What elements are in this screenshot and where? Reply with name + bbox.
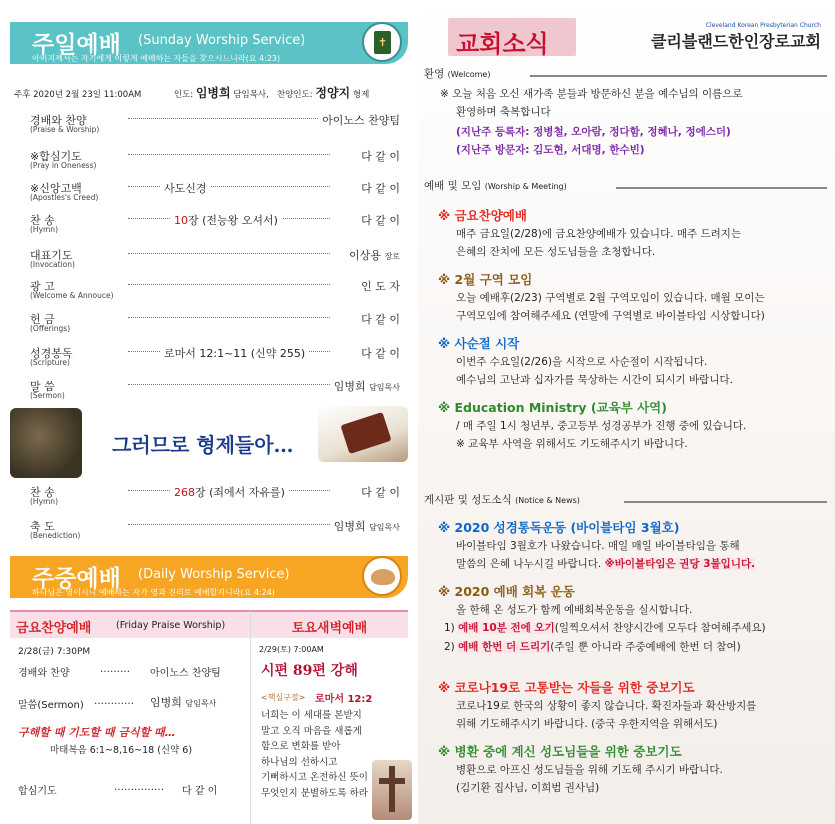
point-number: 1) xyxy=(444,622,455,634)
news-item-heading: ※ 사순절 시작 xyxy=(438,336,520,351)
bible-icon: ✝ xyxy=(362,22,402,62)
friday-worship-eng: (Friday Praise Worship) xyxy=(116,620,226,631)
point-text: (일찍오셔서 찬양시간에 모두다 참여해주세요) xyxy=(554,622,766,634)
worship-meeting-section-title xyxy=(424,178,567,193)
leader-title: 장로 xyxy=(384,252,400,261)
news-item-line xyxy=(456,354,707,370)
order-item-detail xyxy=(170,484,289,500)
saturday-key-verse xyxy=(261,708,368,801)
saturday-verse-line: 무엇인지 분별하도록 하라 xyxy=(261,787,368,799)
order-item-eng: (Apostles's Creed) xyxy=(30,193,99,202)
news-item-text: 매주 금요일(2/28)에 금요찬양예배가 있습니다. 매주 드려지는 xyxy=(456,228,742,240)
hymn-number: 10 xyxy=(174,214,188,227)
order-item-eng: (Praise & Worship) xyxy=(30,125,100,134)
order-item-label: 찬 송 xyxy=(30,486,55,499)
news-item-line xyxy=(456,716,718,732)
saturday-verse-line: 함으로 변화를 받아 xyxy=(261,741,341,752)
point-text: (주일 뿐 아니라 주중예배에 한번 더 참여) xyxy=(550,641,741,653)
dotted-leader xyxy=(128,186,330,187)
news-item-heading: ※ 병환 중에 계신 성도님들을 위한 중보기도 xyxy=(438,744,682,759)
news-item-highlight: ※바이블타임은 권당 3불입니다. xyxy=(604,558,756,570)
order-item-eng: (Benediction) xyxy=(30,531,81,540)
news-item-text: 병환으로 아프신 성도님들을 위해 기도해 주시기 바랍니다. xyxy=(456,764,723,776)
order-item-eng: (Hymn) xyxy=(30,225,58,234)
visitor-list: (지난주 방문자: 김도현, 서대명, 한수빈) xyxy=(456,144,645,156)
order-item-leader xyxy=(357,180,400,196)
saturday-key-verse-ref: 로마서 12:2 xyxy=(315,694,373,705)
friday-worship-title: 금요찬양예배 xyxy=(16,621,92,636)
friday-praise-dots: ……… xyxy=(100,664,130,675)
order-item-label: 찬 송 xyxy=(30,214,55,227)
news-item-line xyxy=(456,556,755,572)
sunday-worship-verse: 아버지께서는 자기에게 이렇게 예배하는 자들을 찾으시느니라(요 4:23) xyxy=(32,54,281,63)
news-item-text: 구역모임에 참여해주세요 (연말에 구역별로 바이블타임 시상합니다) xyxy=(456,310,765,322)
order-item-label: ※합심기도 xyxy=(30,150,82,163)
order-item-leader xyxy=(357,148,400,164)
point-highlight: 예배 10분 전에 오기 xyxy=(458,622,555,634)
leader-name: 인 도 자 xyxy=(361,280,400,293)
praying-figure-image xyxy=(10,408,82,478)
worship-order-row xyxy=(30,345,400,373)
bread-icon xyxy=(362,556,402,596)
sunday-worship-title: 주일예배 xyxy=(32,32,121,58)
sunday-worship-eng: (Sunday Worship Service) xyxy=(138,33,306,48)
leader-name: 다 같 이 xyxy=(361,347,400,360)
news-item-text: 올 한해 온 성도가 함께 예배회복운동을 실시합니다. xyxy=(456,604,693,616)
friday-sermon-title: 담임목사 xyxy=(185,699,217,708)
dotted-leader xyxy=(128,253,330,254)
order-item-label: 말 씀 xyxy=(30,380,55,393)
news-item-line xyxy=(456,698,756,714)
friday-praise-value: 아이노스 찬양팀 xyxy=(150,668,221,679)
notice-heading-eng: (Notice & News) xyxy=(515,496,580,505)
praise-leader-title: 형제 xyxy=(352,90,370,100)
leader-name: 임병희 xyxy=(333,380,366,393)
friday-sermon-dots: ………… xyxy=(94,696,134,707)
saturday-verse-line: 말고 오직 마음을 새롭게 xyxy=(261,725,362,737)
divider xyxy=(530,75,827,77)
dotted-leader xyxy=(128,384,330,385)
friday-praise-label: 경배와 찬양 xyxy=(18,668,70,679)
news-item-line xyxy=(456,762,723,778)
order-item-eng: (Invocation) xyxy=(30,260,75,269)
order-item-label: 대표기도 xyxy=(30,249,73,262)
friday-sermon-preacher xyxy=(150,694,216,710)
news-item-text: (김기환 집사님, 이희범 권사님) xyxy=(456,782,600,794)
dotted-leader xyxy=(128,118,330,119)
worship-meeting-heading: 예배 및 모임 xyxy=(424,180,482,192)
news-item-line xyxy=(456,244,655,260)
news-item-text: / 매 주일 1시 청년부, 중고등부 성경공부가 진행 중에 있습니다. xyxy=(456,420,747,432)
news-item-heading: ※ Education Ministry (교육부 사역) xyxy=(438,400,667,415)
news-item-line xyxy=(456,290,765,306)
order-item-eng: (Sermon) xyxy=(30,391,65,400)
worship-order-row xyxy=(30,212,400,240)
news-item-heading: ※ 금요찬양예배 xyxy=(438,208,527,223)
order-item-eng: (Hymn) xyxy=(30,497,58,506)
saturday-key-verse-label: <핵심구절> xyxy=(261,693,306,702)
saturday-heading: 시편 89편 강해 xyxy=(261,663,358,679)
dotted-leader xyxy=(128,284,330,285)
news-item-text: 이번주 수요일(2/26)을 시작으로 사순절이 시작됩니다. xyxy=(456,356,708,368)
worship-order-row xyxy=(30,148,400,176)
notice-section-title xyxy=(424,492,580,507)
church-news-title-box xyxy=(448,18,576,56)
friday-prayer-value: 다 같 이 xyxy=(182,786,218,797)
order-item-label: 축 도 xyxy=(30,520,55,533)
friday-callout: 구해할 때 기도할 때 금식할 때… xyxy=(18,726,176,739)
order-item-leader xyxy=(357,345,400,361)
preacher-name: 임병희 xyxy=(195,86,231,100)
news-item-text: 오늘 예배후(2/23) 구역별로 2월 구역모임이 있습니다. 매월 모이는 xyxy=(456,292,765,304)
leader-title: 담임목사 xyxy=(369,383,400,392)
news-item-heading: ※ 2월 구역 모임 xyxy=(438,272,533,287)
news-item-text: 예수님의 고난과 십자가를 묵상하는 시간이 되시기 바랍니다. xyxy=(456,374,733,386)
news-item-text: 코로나19로 한국의 상황이 좋지 않습니다. 확진자들과 확산방지를 xyxy=(456,700,757,712)
leader-title: 담임목사 xyxy=(369,523,400,532)
welcome-section-title xyxy=(424,66,490,81)
friday-date: 2/28(금) 7:30PM xyxy=(18,647,91,657)
worship-meeting-heading-eng: (Worship & Meeting) xyxy=(484,182,567,191)
order-item-eng: (Welcome & Annouce) xyxy=(30,291,114,300)
order-item-label: 성경봉독 xyxy=(30,347,73,360)
leader-name: 다 같 이 xyxy=(361,182,400,195)
news-item-point xyxy=(444,620,766,636)
welcome-heading: 환영 xyxy=(424,68,445,80)
news-item-line xyxy=(456,226,741,242)
church-logo xyxy=(651,22,821,52)
news-item-heading: ※ 2020 예배 회복 운동 xyxy=(438,584,575,599)
saturday-verse-line: 너희는 이 세대를 본받지 xyxy=(261,710,362,721)
friday-prayer-dots: …………… xyxy=(114,782,164,793)
leader-name: 임병희 xyxy=(333,520,366,533)
news-item-line xyxy=(456,436,688,452)
order-item-label: 광 고 xyxy=(30,280,55,293)
news-item-heading: ※ 코로나19로 고통받는 자들을 위한 중보기도 xyxy=(438,680,695,695)
saturday-worship-title: 토요새벽예배 xyxy=(291,621,368,636)
news-item-text: 말씀의 은혜 나누시길 바랍니다. xyxy=(456,558,602,570)
church-news-title: 교회소식 xyxy=(456,30,549,58)
worship-order-row xyxy=(30,247,400,275)
friday-worship-box xyxy=(10,610,250,824)
order-item-leader xyxy=(357,484,400,500)
order-item-leader xyxy=(345,247,400,263)
dotted-leader xyxy=(128,524,330,525)
hymn-number: 268 xyxy=(174,486,195,499)
order-item-detail-text: 장 (전능왕 오셔서) xyxy=(188,214,278,227)
point-number: 2) xyxy=(444,641,455,653)
church-logo-kor: 클리블랜드한인장로교회 xyxy=(650,32,821,51)
order-item-eng: (Pray in Oneness) xyxy=(30,161,97,170)
news-item-line xyxy=(456,372,733,388)
order-item-detail xyxy=(160,345,309,361)
order-item-leader xyxy=(318,112,400,128)
news-item-text: ※ 교육부 사역을 위해서도 기도해주시기 바랍니다. xyxy=(456,438,688,450)
service-meta xyxy=(14,84,369,101)
divider xyxy=(616,187,827,189)
order-item-leader xyxy=(330,518,400,534)
worship-order-row xyxy=(30,112,400,140)
order-item-detail-text: 로마서 12:1~11 (신약 255) xyxy=(164,347,306,360)
welcome-heading-eng: (Welcome) xyxy=(447,70,491,79)
order-item-eng: (Scripture) xyxy=(30,358,70,367)
friday-sermon-label: 말씀(Sermon) xyxy=(18,700,84,711)
cross-image xyxy=(372,760,412,820)
news-item-text: 위해 기도해주시기 바랍니다. (중국 우한지역을 위해서도) xyxy=(456,718,718,730)
worship-order-row xyxy=(30,278,400,306)
leader-name: 다 같 이 xyxy=(361,214,400,227)
worship-order-row xyxy=(30,484,400,512)
worship-order-row xyxy=(30,518,400,546)
friday-sermon-name: 임병희 xyxy=(150,696,182,709)
leader-name: 아이노스 찬양팀 xyxy=(322,114,400,127)
newcomer-list: (지난주 등록자: 정병철, 오아람, 정다함, 정혜나, 정에스더) xyxy=(456,126,731,138)
order-item-leader xyxy=(357,278,400,294)
friday-scripture: 마태복음 6:1~8,16~18 (신약 6) xyxy=(50,745,193,756)
order-item-leader xyxy=(330,378,400,394)
daily-worship-eng: (Daily Worship Service) xyxy=(138,567,290,582)
news-item-line xyxy=(456,538,740,554)
saturday-date: 2/29(토) 7:00AM xyxy=(259,645,324,654)
leader-name: 다 같 이 xyxy=(361,486,400,499)
news-item-point xyxy=(444,639,741,655)
dotted-leader xyxy=(128,154,330,155)
welcome-text-2: 환영하며 축복합니다 xyxy=(456,106,551,118)
saturday-verse-line: 하나님의 선하시고 xyxy=(261,756,338,768)
welcome-text-1: ※ 오늘 처음 오신 새가족 분들과 방문하신 분을 예수님의 이름으로 xyxy=(440,88,743,100)
friday-prayer-label: 합심기도 xyxy=(18,786,57,797)
divider xyxy=(624,501,827,503)
news-item-heading: ※ 2020 성경통독운동 (바이블타임 3월호) xyxy=(438,520,680,535)
bible-image xyxy=(318,406,408,462)
order-item-label: 경배와 찬양 xyxy=(30,114,87,127)
worship-order-row xyxy=(30,180,400,208)
order-item-label: 헌 금 xyxy=(30,313,55,326)
praise-leader-name: 정양지 xyxy=(315,86,351,100)
notice-heading: 게시판 및 성도소식 xyxy=(424,494,512,506)
news-item-text: 은혜의 잔치에 모든 성도님들을 초청합니다. xyxy=(456,246,656,258)
service-date: 주후 2020년 2월 23일 11:00AM xyxy=(14,90,142,100)
dotted-leader xyxy=(128,317,330,318)
order-item-leader xyxy=(357,212,400,228)
daily-worship-title: 주중예배 xyxy=(32,566,121,592)
saturday-worship-header xyxy=(251,612,408,638)
church-logo-eng: Cleveland Korean Presbyterian Church xyxy=(705,22,821,29)
friday-worship-header xyxy=(10,612,250,638)
preacher-title: 담임목사, xyxy=(233,90,269,100)
news-item-line xyxy=(456,602,692,618)
sunday-worship-header xyxy=(10,22,408,64)
leader-name: 다 같 이 xyxy=(361,150,400,163)
church-news-column xyxy=(418,0,835,824)
leader-name: 이상용 xyxy=(349,249,382,262)
order-item-detail xyxy=(170,212,282,228)
order-item-detail-text: 사도신경 xyxy=(164,182,207,195)
worship-order-row xyxy=(30,311,400,339)
leader-name: 다 같 이 xyxy=(361,313,400,326)
daily-worship-verse: 하나님은 영이시니 예배하는 자가 영과 진리로 예배할지니라(요 4:24) xyxy=(32,588,275,597)
therefore-brothers-banner xyxy=(10,400,408,478)
news-item-line xyxy=(456,780,599,796)
saturday-verse-line: 기뻐하시고 온전하신 뜻이 xyxy=(261,772,368,783)
news-item-line xyxy=(456,418,746,434)
banner-text: 그러므로 형제들아… xyxy=(112,433,294,457)
news-item-text: 바이블타임 3월호가 나왔습니다. 매일 매일 바이블타임을 통해 xyxy=(456,540,740,552)
daily-worship-header xyxy=(10,556,408,598)
order-item-label: ※신앙고백 xyxy=(30,182,82,195)
point-highlight: 예배 한번 더 드리기 xyxy=(458,641,551,653)
news-item-line xyxy=(456,308,765,324)
order-item-eng: (Offerings) xyxy=(30,324,71,333)
preacher-label: 인도: xyxy=(173,90,194,100)
order-item-detail-text: 장 (죄에서 자유를) xyxy=(195,486,285,499)
order-item-detail xyxy=(160,180,211,196)
praise-leader-label: 찬양인도: xyxy=(276,90,313,100)
order-item-leader xyxy=(357,311,400,327)
